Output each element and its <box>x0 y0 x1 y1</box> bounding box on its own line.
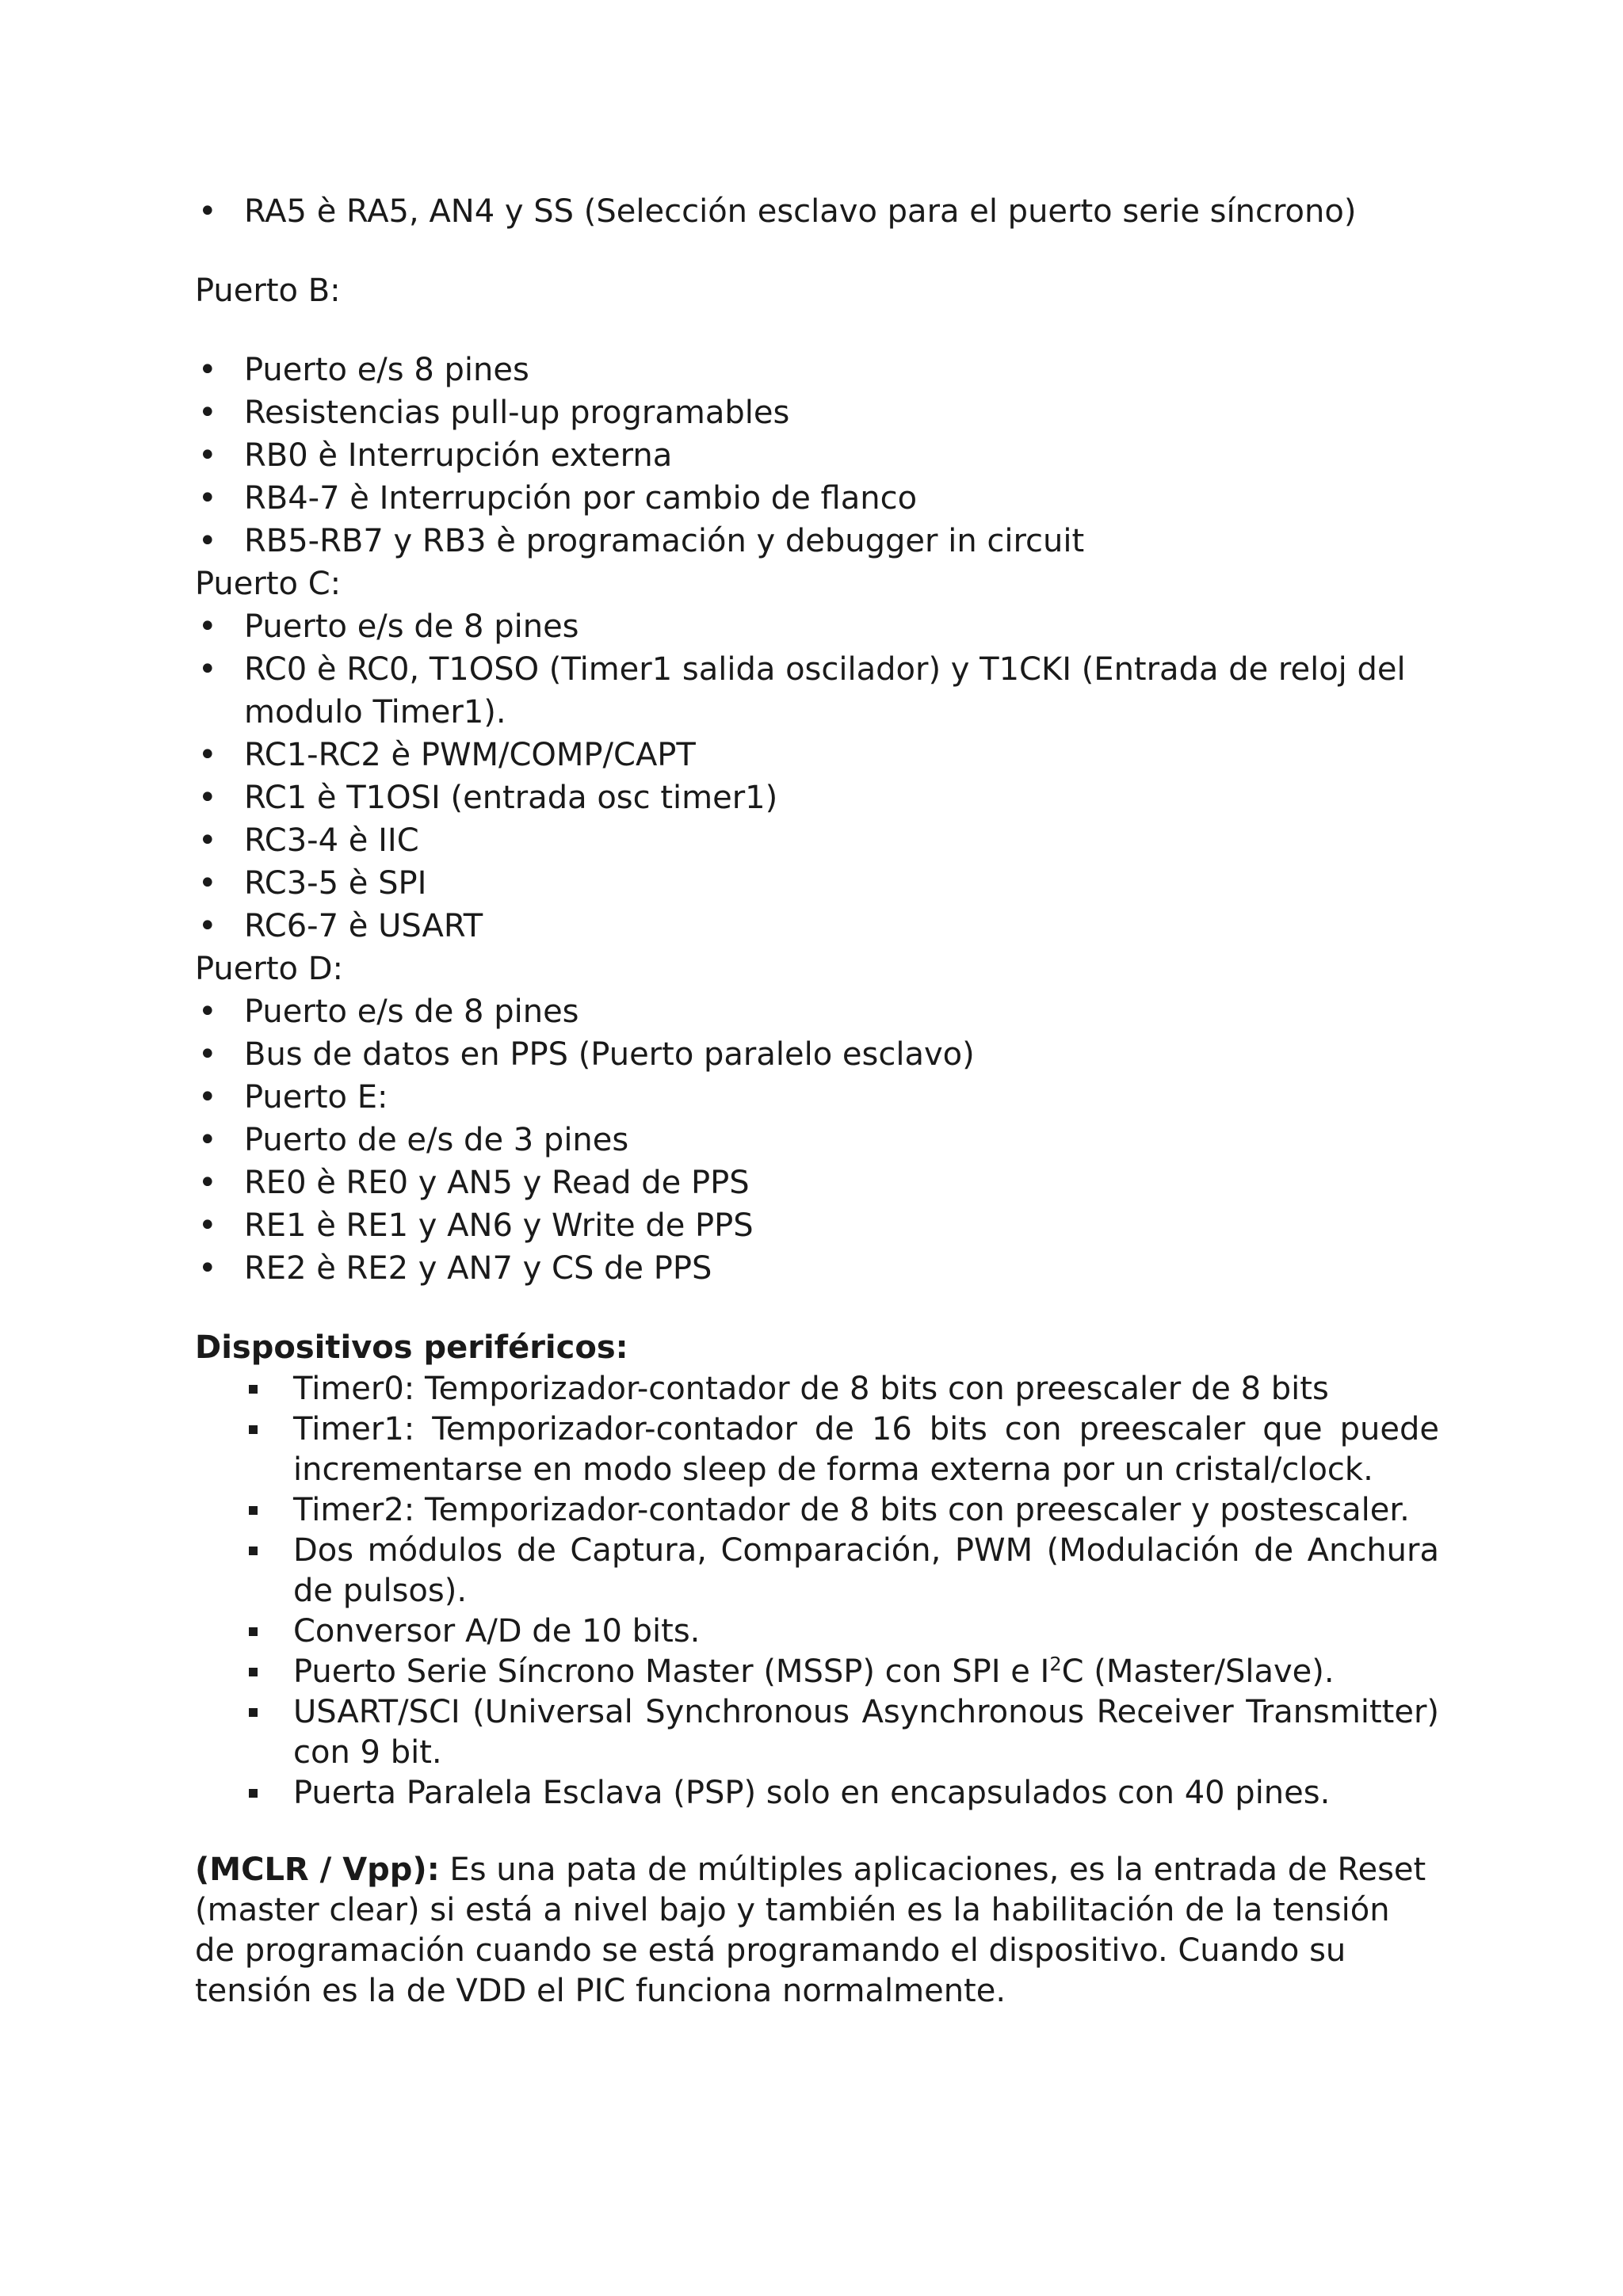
list-item: • RB4-7 è Interrupción por cambio de flanco <box>195 477 1439 520</box>
list-item: • Puerto e/s de 8 pines <box>195 605 1439 648</box>
list-item: Timer1: Temporizador-contador de 16 bits con preescaler que puede incrementarse en modo sleep de forma externa por un cristal/clock. <box>244 1409 1439 1490</box>
puerto-b-heading: Puerto B: <box>195 273 341 309</box>
perifericos-list <box>195 1369 1439 1814</box>
bullet-icon: • <box>198 994 217 1030</box>
document-body <box>195 190 1439 2012</box>
square-bullet-icon <box>249 1627 258 1636</box>
list-item: • Bus de datos en PPS (Puerto paralelo esclavo) <box>195 1033 1439 1076</box>
list-item: • Puerto e/s de 8 pines <box>195 990 1439 1033</box>
bullet-icon: • <box>198 1122 217 1158</box>
bullet-icon: • <box>198 1036 217 1073</box>
list-item: • Puerto e/s 8 pines <box>195 349 1439 391</box>
bullet-icon: • <box>198 608 217 645</box>
list-item: • RC3-5 è SPI <box>195 862 1439 905</box>
puerto-d-heading: Puerto D: <box>195 951 343 987</box>
bullet-icon: • <box>198 1250 217 1287</box>
list-item: • RC3-4 è IIC <box>195 819 1439 862</box>
list-item: • RC1-RC2 è PWM/COMP/CAPT <box>195 734 1439 776</box>
puerto-c-list <box>195 605 1439 948</box>
list-item: • RC6-7 è USART <box>195 905 1439 948</box>
list-item: Timer2: Temporizador-contador de 8 bits con preescaler y postescaler. <box>244 1490 1439 1531</box>
bullet-icon: • <box>198 822 217 859</box>
list-item: • RB0 è Interrupción externa <box>195 434 1439 477</box>
list-item: • RC1 è T1OSI (entrada osc timer1) <box>195 776 1439 819</box>
square-bullet-icon <box>249 1547 258 1555</box>
square-bullet-icon <box>249 1668 258 1676</box>
square-bullet-icon <box>249 1385 258 1394</box>
mclr-label: (MCLR / Vpp): <box>195 1852 440 1888</box>
square-bullet-icon <box>249 1506 258 1515</box>
list-item: USART/SCI (Universal Synchronous Asynchronous Receiver Transmitter) con 9 bit. <box>244 1692 1439 1773</box>
bullet-icon: • <box>198 1207 217 1244</box>
square-bullet-icon <box>249 1708 258 1717</box>
list-item: Timer0: Temporizador-contador de 8 bits con preescaler de 8 bits <box>244 1369 1439 1409</box>
top-bullet-list <box>195 190 1439 233</box>
list-item: • Puerto de e/s de 3 pines <box>195 1119 1439 1161</box>
bullet-icon: • <box>198 1079 217 1116</box>
bullet-icon: • <box>198 1165 217 1201</box>
list-item: • RE0 è RE0 y AN5 y Read de PPS <box>195 1161 1439 1204</box>
list-item: • RE1 è RE1 y AN6 y Write de PPS <box>195 1204 1439 1247</box>
bullet-icon: • <box>198 395 217 431</box>
square-bullet-icon <box>249 1789 258 1798</box>
list-item: Conversor A/D de 10 bits. <box>244 1611 1439 1652</box>
list-item: Puerta Paralela Esclava (PSP) solo en encapsulados con 40 pines. <box>244 1773 1439 1814</box>
list-item: • Resistencias pull-up programables <box>195 391 1439 434</box>
list-item: • RE2 è RE2 y AN7 y CS de PPS <box>195 1247 1439 1290</box>
mclr-text: Es una pata de múltiples aplicaciones, es la entrada de Reset (master clear) si está a nivel bajo y también es la habilitación de la tensión de programación cuando se está programando el dispositivo. Cuando su tensión es la de VDD el PIC funciona normalmente. <box>195 1852 1426 2009</box>
list-item: Dos módulos de Captura, Comparación, PWM (Modulación de Anchura de pulsos). <box>244 1531 1439 1611</box>
bullet-icon: • <box>198 780 217 816</box>
bullet-icon: • <box>198 651 217 688</box>
perifericos-heading: Dispositivos periféricos: <box>195 1329 628 1366</box>
puerto-b-list <box>195 349 1439 563</box>
list-item: • RC0 è RC0, T1OSO (Timer1 salida oscilador) y T1CKI (Entrada de reloj del modulo Timer1). <box>195 648 1439 734</box>
superscript: 2 <box>1049 1653 1062 1676</box>
bullet-icon: • <box>198 908 217 944</box>
bullet-icon: • <box>198 352 217 388</box>
list-item: • RB5-RB7 y RB3 è programación y debugger in circuit <box>195 520 1439 563</box>
bullet-icon: • <box>198 480 217 517</box>
puerto-d-list <box>195 990 1439 1290</box>
bullet-icon: • <box>198 523 217 559</box>
list-item: Puerto Serie Síncrono Master (MSSP) con SPI e $I^2C$ (Master/Slave). <box>244 1652 1439 1692</box>
list-item: • RA5 è RA5, AN4 y SS (Selección esclavo para el puerto serie síncrono) <box>195 190 1439 233</box>
bullet-icon: • <box>198 193 217 230</box>
square-bullet-icon <box>249 1425 258 1434</box>
bullet-icon: • <box>198 737 217 773</box>
bullet-icon: • <box>198 865 217 902</box>
puerto-c-heading: Puerto C: <box>195 566 342 602</box>
mclr-paragraph <box>195 1850 1439 2012</box>
bullet-icon: • <box>198 437 217 474</box>
list-item: • Puerto E: <box>195 1076 1439 1119</box>
